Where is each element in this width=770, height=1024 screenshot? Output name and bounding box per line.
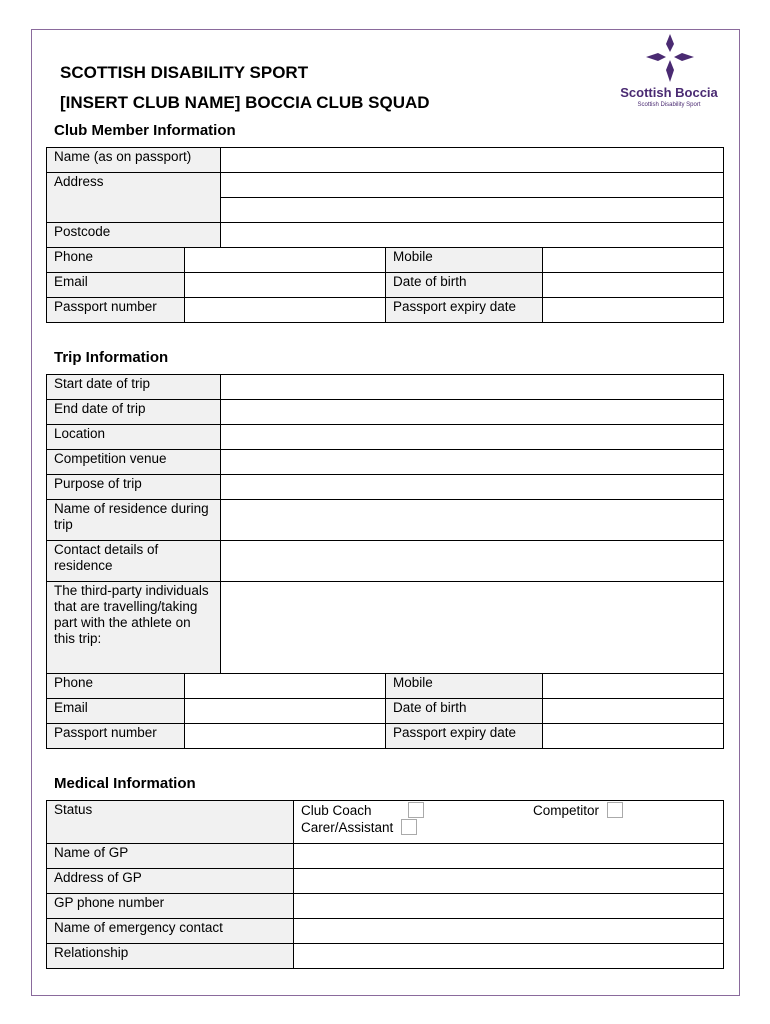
title-line-2: [INSERT CLUB NAME] BOCCIA CLUB SQUAD	[60, 93, 430, 112]
trip-expiry-field[interactable]	[543, 724, 724, 749]
expiry-field[interactable]	[543, 298, 724, 323]
expiry-label: Passport expiry date	[386, 298, 543, 323]
gp-name-label: Name of GP	[47, 844, 294, 869]
purpose-field[interactable]	[221, 475, 724, 500]
trip-expiry-label: Passport expiry date	[386, 724, 543, 749]
residence-contact-field[interactable]	[221, 541, 724, 582]
trip-mobile-field[interactable]	[543, 674, 724, 699]
location-label: Location	[47, 425, 221, 450]
emergency-contact-label: Name of emergency contact	[47, 919, 294, 944]
location-field[interactable]	[221, 425, 724, 450]
relationship-label: Relationship	[47, 944, 294, 969]
trip-section-heading: Trip Information	[54, 349, 169, 366]
trip-passport-field[interactable]	[185, 724, 386, 749]
carer-checkbox[interactable]	[401, 819, 417, 835]
postcode-label: Postcode	[47, 223, 221, 248]
residence-label: Name of residence during trip	[47, 500, 221, 541]
logo-subtitle: Scottish Disability Sport	[637, 102, 701, 108]
gp-phone-field[interactable]	[294, 894, 724, 919]
member-section-heading: Club Member Information	[54, 122, 236, 139]
relationship-field[interactable]	[294, 944, 724, 969]
address-field-2[interactable]	[221, 198, 724, 223]
gp-phone-label: GP phone number	[47, 894, 294, 919]
residence-contact-label: Contact details of residence	[47, 541, 221, 582]
trip-passport-label: Passport number	[47, 724, 185, 749]
status-options	[294, 801, 724, 844]
trip-phone-label: Phone	[47, 674, 185, 699]
postcode-field[interactable]	[221, 223, 724, 248]
dob-label: Date of birth	[386, 273, 543, 298]
venue-label: Competition venue	[47, 450, 221, 475]
boccia-star-icon	[604, 30, 734, 85]
competitor-text: Competitor	[533, 803, 600, 818]
title-line-1: SCOTTISH DISABILITY SPORT	[60, 63, 309, 82]
end-date-field[interactable]	[221, 400, 724, 425]
emergency-contact-field[interactable]	[294, 919, 724, 944]
email-field[interactable]	[185, 273, 386, 298]
email-label: Email	[47, 273, 185, 298]
phone-label: Phone	[47, 248, 185, 273]
gp-name-field[interactable]	[294, 844, 724, 869]
address-field-1[interactable]	[221, 173, 724, 198]
competitor-checkbox[interactable]	[607, 802, 623, 818]
purpose-label: Purpose of trip	[47, 475, 221, 500]
scottish-boccia-logo	[604, 30, 734, 115]
logo-name: Scottish Boccia	[620, 85, 718, 100]
mobile-label: Mobile	[386, 248, 543, 273]
third-party-field[interactable]	[221, 582, 724, 674]
trip-mobile-label: Mobile	[386, 674, 543, 699]
third-party-label: The third-party individuals that are travelling/taking part with the athlete on this trip:	[47, 582, 221, 674]
club-coach-text: Club Coach	[301, 803, 372, 818]
medical-section-heading: Medical Information	[54, 775, 196, 792]
residence-field[interactable]	[221, 500, 724, 541]
venue-field[interactable]	[221, 450, 724, 475]
gp-address-label: Address of GP	[47, 869, 294, 894]
club-coach-option	[301, 802, 424, 819]
phone-field[interactable]	[185, 248, 386, 273]
competitor-option	[533, 802, 623, 819]
trip-email-label: Email	[47, 699, 185, 724]
trip-dob-label: Date of birth	[386, 699, 543, 724]
start-date-label: Start date of trip	[47, 375, 221, 400]
name-field[interactable]	[221, 148, 724, 173]
carer-text: Carer/Assistant	[301, 820, 394, 835]
gp-address-field[interactable]	[294, 869, 724, 894]
start-date-field[interactable]	[221, 375, 724, 400]
club-coach-checkbox[interactable]	[408, 802, 424, 818]
passport-field[interactable]	[185, 298, 386, 323]
trip-dob-field[interactable]	[543, 699, 724, 724]
member-table	[46, 147, 724, 323]
carer-option	[301, 819, 417, 836]
status-label: Status	[47, 801, 294, 844]
mobile-field[interactable]	[543, 248, 724, 273]
dob-field[interactable]	[543, 273, 724, 298]
trip-phone-field[interactable]	[185, 674, 386, 699]
end-date-label: End date of trip	[47, 400, 221, 425]
passport-label: Passport number	[47, 298, 185, 323]
name-label: Name (as on passport)	[47, 148, 221, 173]
medical-table	[46, 800, 724, 969]
address-label: Address	[47, 173, 221, 223]
trip-table	[46, 374, 724, 749]
trip-email-field[interactable]	[185, 699, 386, 724]
